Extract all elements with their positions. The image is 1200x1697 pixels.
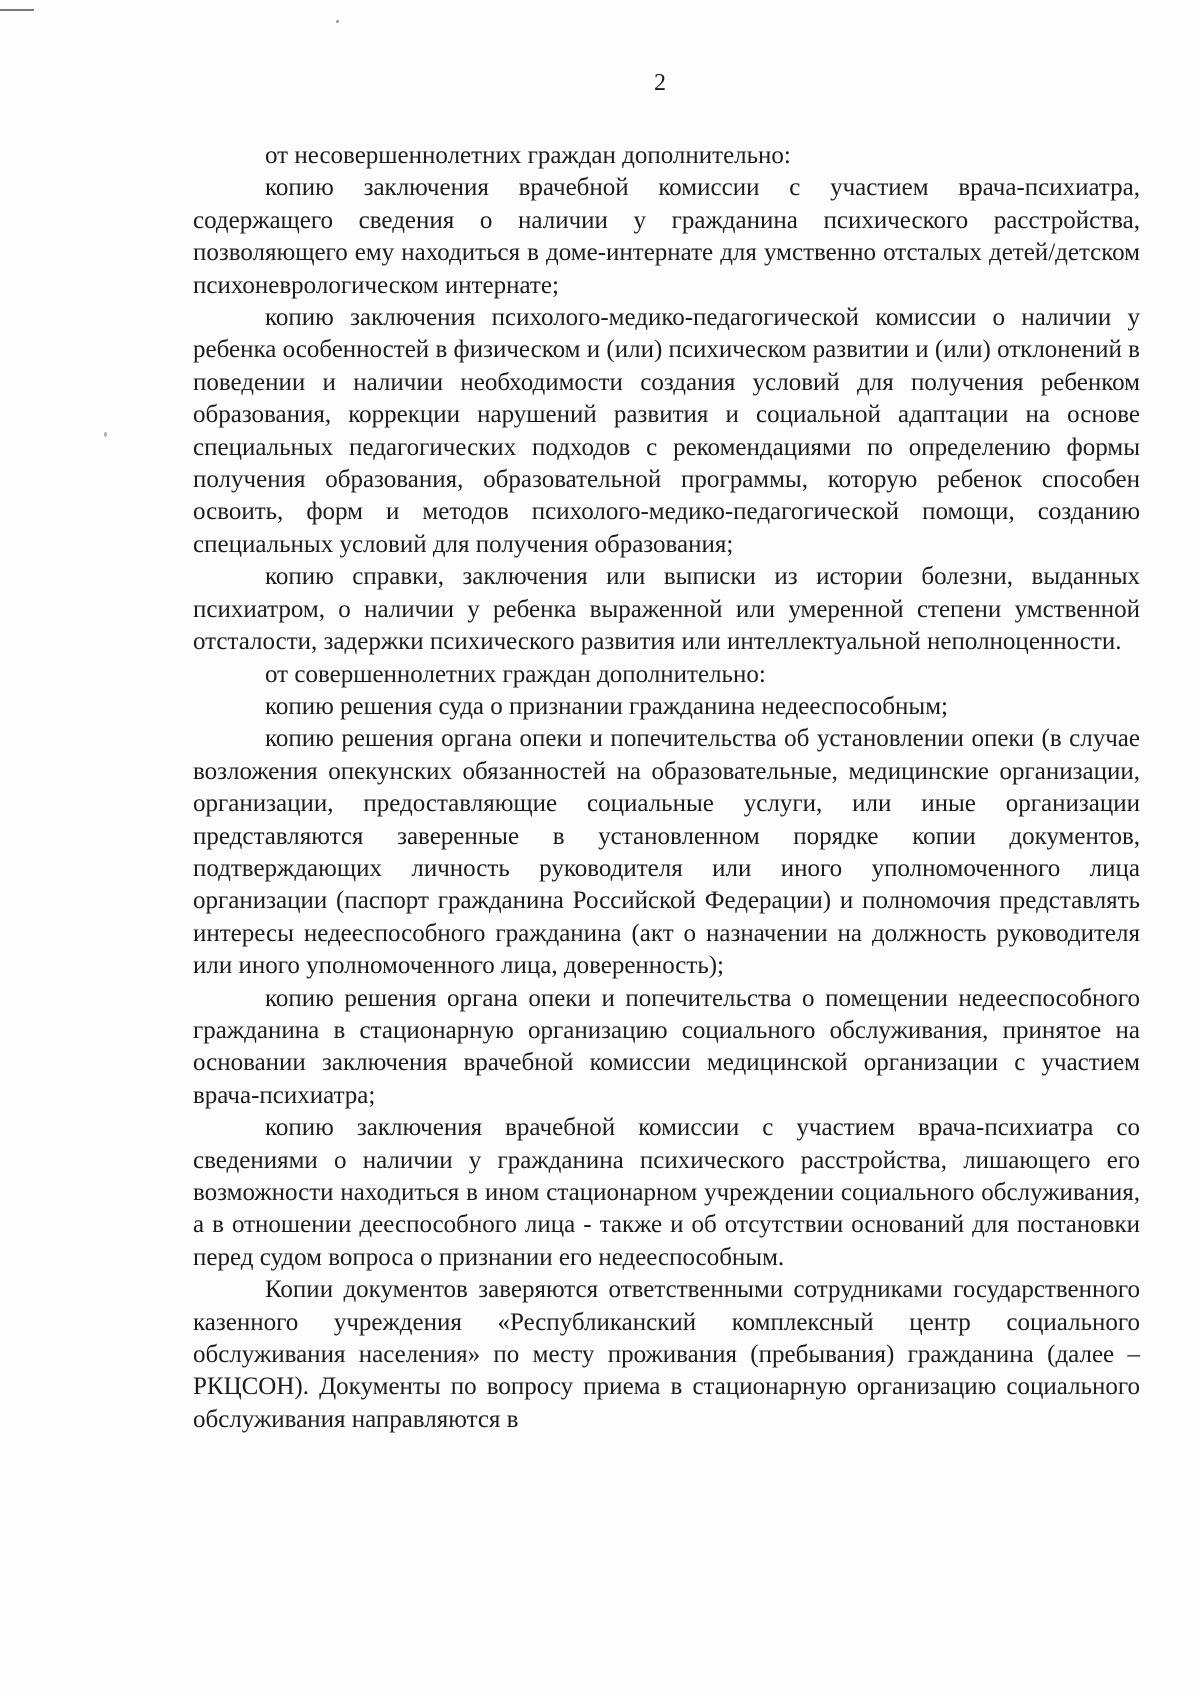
paragraph-pmpk-conclusion: копию заключения психолого-медико-педагогической комиссии о наличии у ребенка особенностей в физическом и (или) психическом развитии и (или) отклонений в поведении и наличии необходимости создания условий для получения ребенком образования, коррекции нарушений развития и социальной адаптации на основе специальных педагогических подходов с рекомендациями по определению формы получения образования, образовательной программы, которую ребенок способен освоить, форм и методов психолого-медико-педагогической помощи, созданию специальных условий для получения образования; [193, 304, 1140, 558]
paragraph-minors-intro: от несовершеннолетних граждан дополнительно: [265, 142, 791, 169]
document-body [193, 140, 1140, 1436]
paragraph-psychiatric-commission-minor: копию заключения врачебной комиссии с участием врача-психиатра, содержащего сведения о наличии у гражданина психического расстройства, позволяющего ему находиться в доме-интернате для умственно отсталых детей/детском психоневрологическом интернате; [193, 174, 1140, 299]
paragraph-copies-certification: Копии документов заверяются ответственными сотрудниками государственного казенного учреждения «Республиканский комплексный центр социального обслуживания населения» по месту проживания (пребывания) гражданина (далее – РКЦСОН). Документы по вопросу приема в стационарную организацию социального обслуживания направляются в [193, 1276, 1140, 1433]
paragraph-medical-certificate: копию справки, заключения или выписки из истории болезни, выданных психиатром, о наличии у ребенка выраженной или умеренной степени умственной отсталости, задержки психического развития или интеллектуальной неполноценности. [193, 563, 1140, 656]
paragraph-adults-intro: от совершеннолетних граждан дополнительно: [265, 660, 766, 688]
scan-artifact-dot [104, 432, 107, 437]
page-number: 2 [654, 70, 666, 96]
scan-artifact-line [0, 9, 34, 11]
scan-artifact-dot [336, 20, 339, 23]
paragraph-court-decision: копию решения суда о признании гражданина недееспособным; [265, 692, 948, 720]
paragraph-psychiatric-commission-adult: копию заключения врачебной комиссии с участием врача-психиатра со сведениями о наличии у гражданина психического расстройства, лишающего его возможности находиться в ином стационарном учреждении социального обслуживания, а в отношении дееспособного лица - также и об отсутствии оснований для постановки перед судом вопроса о признании его недееспособным. [193, 1114, 1140, 1271]
paragraph-guardianship-decision: копию решения органа опеки и попечительства об установлении опеки (в случае возложения опекунских обязанностей на образовательные, медицинские организации, организации, предоставляющие социальные услуги, или иные организации представляются заверенные в установленном порядке копии документов, подтверждающих личность руководителя или иного уполномоченного лица организации (паспорт гражданина Российской Федерации) и полномочия представлять интересы недееспособного гражданина (акт о назначении на должность руководителя или иного уполномоченного лица, доверенность); [193, 725, 1140, 980]
paragraph-placement-decision: копию решения органа опеки и попечительства о помещении недееспособного гражданина в стационарную организацию социального обслуживания, принятое на основании заключения врачебной комиссии медицинской организации с участием врача-психиатра; [193, 984, 1140, 1109]
